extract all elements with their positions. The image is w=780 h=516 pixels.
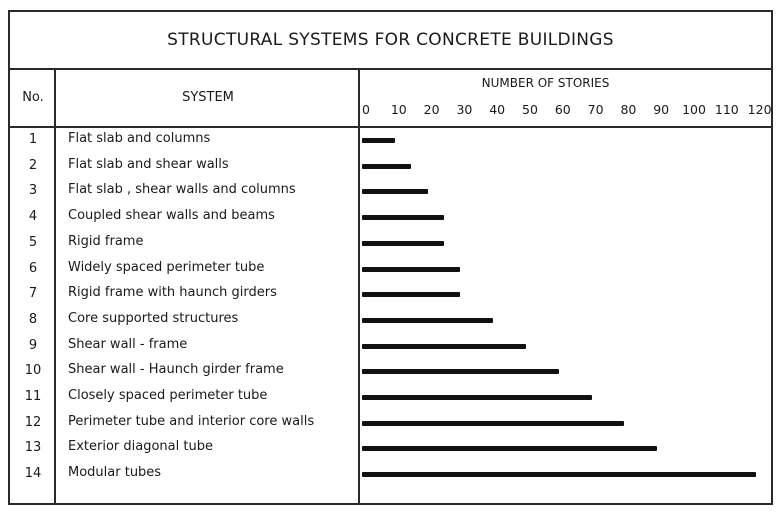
bar	[362, 215, 444, 220]
table-row	[10, 231, 771, 257]
row-number: 8	[28, 311, 38, 327]
row-system: Widely spaced perimeter tube	[68, 259, 265, 275]
table-row	[10, 334, 771, 360]
row-system: Exterior diagonal tube	[68, 439, 213, 455]
bar	[362, 138, 395, 143]
header-number: No.	[22, 89, 44, 105]
table-row	[10, 308, 771, 334]
table-row	[10, 436, 771, 462]
row-number: 7	[28, 286, 38, 302]
table-header	[10, 68, 771, 128]
row-system: Rigid frame with haunch girders	[68, 285, 277, 301]
chart-frame	[8, 10, 773, 505]
x-tick: 20	[423, 102, 440, 117]
row-number: 12	[24, 414, 42, 430]
row-number: 10	[24, 363, 42, 379]
row-number: 5	[28, 234, 38, 250]
table-row	[10, 282, 771, 308]
header-system: SYSTEM	[182, 89, 234, 105]
x-tick: 50	[522, 102, 538, 117]
row-number: 6	[28, 260, 38, 276]
bar	[362, 369, 559, 374]
x-tick: 30	[456, 102, 473, 117]
row-system: Shear wall - frame	[68, 336, 188, 352]
x-tick: 100	[682, 102, 706, 117]
bar	[362, 446, 657, 451]
table-row	[10, 462, 771, 488]
table-row	[10, 205, 771, 231]
row-system: Flat slab , shear walls and columns	[68, 182, 296, 198]
row-system: Closely spaced perimeter tube	[68, 388, 268, 403]
table-row	[10, 128, 771, 154]
row-system: Core supported structures	[68, 310, 239, 326]
x-tick: 60	[554, 102, 571, 117]
x-tick: 110	[714, 102, 739, 117]
x-tick: 120	[747, 102, 772, 117]
bar	[362, 241, 444, 246]
row-number: 9	[28, 337, 38, 353]
row-number: 2	[28, 157, 38, 173]
bar	[362, 344, 526, 349]
row-number: 1	[28, 132, 38, 147]
x-tick: 70	[587, 102, 604, 117]
x-tick: 80	[620, 102, 637, 117]
table-row	[10, 257, 771, 283]
table-row	[10, 385, 771, 411]
row-system: Modular tubes	[68, 465, 162, 481]
row-system: Shear wall - Haunch girder frame	[68, 362, 284, 378]
row-system: Perimeter tube and interior core walls	[68, 413, 315, 429]
x-tick: 90	[653, 102, 670, 117]
chart-title: STRUCTURAL SYSTEMS FOR CONCRETE BUILDINGS	[10, 12, 771, 70]
x-tick: 10	[390, 102, 407, 117]
x-tick: 0	[362, 102, 370, 117]
bar	[362, 318, 493, 323]
bar	[362, 164, 411, 169]
row-system: Coupled shear walls and beams	[68, 208, 275, 224]
row-number: 14	[24, 466, 42, 482]
row-system: Flat slab and shear walls	[68, 156, 229, 172]
bar	[362, 421, 624, 426]
bar	[362, 395, 592, 400]
row-system: Rigid frame	[68, 233, 144, 249]
bar	[362, 472, 756, 477]
row-number: 3	[28, 183, 38, 199]
row-system: Flat slab and columns	[68, 131, 211, 146]
row-number: 11	[24, 389, 42, 404]
bar	[362, 189, 428, 194]
table-row	[10, 179, 771, 205]
x-tick: 40	[489, 102, 506, 117]
row-number: 13	[24, 440, 42, 456]
header-stories: NUMBER OF STORIES	[481, 76, 610, 90]
row-number: 4	[28, 209, 38, 225]
table-row	[10, 411, 771, 437]
bar	[362, 292, 460, 297]
table-row	[10, 359, 771, 385]
bar	[362, 267, 460, 272]
table-row	[10, 154, 771, 180]
